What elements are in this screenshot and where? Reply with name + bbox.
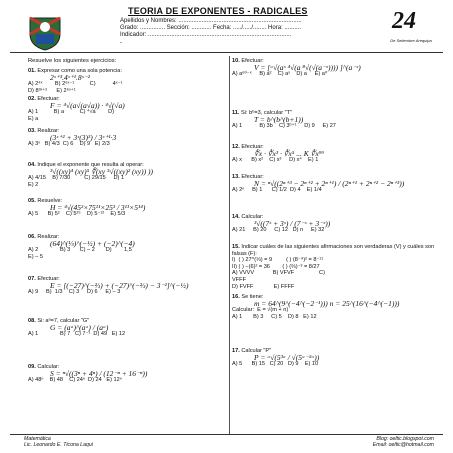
- footer: [24, 436, 434, 448]
- exercise-text: Efectuar:: [241, 144, 264, 150]
- exercise-item: [28, 96, 240, 122]
- answer-options: A) 1 B) a C) ⁴√a D): [28, 109, 114, 116]
- answer-options: E) – 5: [28, 253, 43, 260]
- answer-options: A) 5 B) 15 C) 20 D) 9 E) 10: [232, 361, 319, 368]
- exercise-item: [232, 294, 444, 320]
- exercise-text: Si: aᵃ=7, calcular "G": [37, 318, 90, 324]
- exercise-number: 02.: [28, 96, 36, 102]
- exercise-number: 14.: [232, 214, 240, 220]
- answer-options: Calcular: E = √(m + n): [232, 307, 289, 314]
- exercise-formula: ³√((xy)⁴ (xy)⁵ ∜(xy ⁵√((xy)² (xy)) )): [50, 166, 153, 176]
- logo-text: De Setiembre Arequipa: [390, 38, 432, 43]
- exercise-item: [28, 364, 240, 384]
- answer-options: VFFF: [232, 276, 246, 283]
- exercise-text: Resuelve:: [37, 198, 63, 204]
- exercise-text: Si: bᵇ=3, calcular "T": [241, 110, 293, 116]
- exercise-number: 10.: [232, 58, 240, 64]
- indicator-field: Indicador: ......................................................................................: [120, 32, 292, 39]
- exercise-item: [232, 214, 444, 234]
- exercise-item: [232, 144, 444, 164]
- answer-options: A) 1 B) 3 C) 5 D) 8 E) 12: [232, 313, 317, 320]
- exercise-formula: N = ⁿ√((2ⁿ⁺³ − 2ⁿ⁺² + 2ⁿ⁺¹) / (2ⁿ⁺¹ + 2ⁿ⁺² − 2ⁿ⁺³)): [254, 178, 405, 188]
- exercise-number: 12.: [232, 144, 240, 150]
- exercise-text: Calcular "P": [241, 348, 272, 354]
- exercise-number: 03.: [28, 128, 36, 134]
- exercise-formula: G = (aᵃ)^(aᵃ) / (aᵃ): [50, 322, 109, 332]
- exercise-text: Calcular:: [241, 214, 264, 220]
- exercise-item: [28, 318, 240, 338]
- exercise-formula: E = [(−27)^(−⅔) + (−27)^(−⅔) − 3⁻²]^(−½): [50, 280, 189, 290]
- answer-options: A) 5 B) 5² C) 5²⁵ D) 5⁻¹² E) 5/3: [28, 211, 126, 218]
- exercise-item: [232, 348, 444, 368]
- exercise-number: 15.: [232, 244, 240, 250]
- exercise-number: 11.: [232, 110, 240, 116]
- exercise-item: [232, 110, 444, 130]
- answer-options: A) 48ⁿ B) 48 C) 24ⁿ D) 24 E) 12ⁿ: [28, 377, 122, 384]
- exercise-item: [28, 198, 240, 218]
- header-divider: [10, 52, 443, 53]
- exercise-statement: [232, 244, 444, 257]
- exercise-text: Se tiene:: [241, 294, 264, 300]
- exercise-number: 13.: [232, 174, 240, 180]
- exercise-text: Realizar:: [37, 128, 60, 134]
- school-crest-icon: [26, 14, 64, 52]
- header: [8, 4, 445, 50]
- exercise-formula: F = ⁴√(a√(a√a)) · ⁴√(√a): [50, 100, 125, 110]
- exercise-text: Realizar:: [37, 234, 60, 240]
- exercise-item: [28, 128, 240, 148]
- answer-options: A) 1 B) 7 C) 7⁻¹ D) 49 E) 12: [28, 331, 126, 338]
- exercise-number: 04.: [28, 162, 36, 168]
- exercise-number: 17.: [232, 348, 240, 354]
- exercise-formula: ∜x · ∜x³ · ∜x⁵ ... K ∜x⁹⁹: [254, 148, 325, 158]
- exercise-text: Indicar cuáles de las siguientes afirmaciones son verdaderas (V) y cuáles son falsas (F):: [232, 244, 435, 257]
- exercise-text: Efectuar:: [37, 96, 60, 102]
- answer-options: A) 21 B) 20 C) 12 D) n E) 32: [232, 227, 325, 234]
- exercise-formula: ³√((7ˣ + 3ˣ) / (7⁻ˣ + 3⁻ˣ)): [254, 218, 331, 228]
- exercise-item: [232, 244, 444, 290]
- exercise-number: 09.: [28, 364, 36, 370]
- answer-options: A) 1 B) 3b C) 3ᵇ⁺¹ D) 9 E) 27: [232, 123, 336, 130]
- exercise-number: 08.: [28, 318, 36, 324]
- answer-options: E) a: [28, 115, 39, 122]
- exercise-number: 16.: [232, 294, 240, 300]
- exercise-text: Calcular:: [37, 364, 60, 370]
- intro-text: Resuelve los siguientes ejercicios:: [28, 58, 117, 64]
- exercise-formula: 2ˣ⁺³.4ˣ⁺¹.8ˣ⁻²: [50, 72, 90, 82]
- exercise-formula: S = ⁿ√((3ⁿ + 4ⁿ) / (12⁻ⁿ + 16⁻ⁿ)): [50, 368, 148, 378]
- answer-options: A) 2ⁿ B) 1 C) 1/2 D) 4 E) 1/4: [232, 187, 322, 194]
- exercise-formula: H = ⁴√(45²×75¹¹×25³ / 3¹¹×5¹⁴): [50, 202, 146, 212]
- answer-options: A) 4/15 B) 7/30 C) 29/15 D) 1: [28, 175, 125, 182]
- exercise-item: [232, 58, 444, 78]
- exercise-number: 06.: [28, 234, 36, 240]
- answer-options: II) ( ) −(6)² = 36 ( ) (⅔)⁻³ = 8/27: [232, 263, 320, 270]
- student-info-fields: [120, 18, 370, 47]
- exercise-item: [232, 174, 444, 194]
- footer-contact: [373, 436, 434, 448]
- footer-subject: Matemática: [24, 436, 51, 442]
- exercise-number: 01.: [28, 68, 36, 74]
- answer-options: A) 2 B) 3 C) – 2 D) 1,5: [28, 247, 132, 254]
- exercise-number: 05.: [28, 198, 36, 204]
- exercise-item: [28, 68, 240, 94]
- exercise-number: 07.: [28, 276, 36, 282]
- exercise-text: Efectuar:: [241, 174, 264, 180]
- answer-options: A) x B) x² C) x³ D) x⁴ E) 1: [232, 157, 319, 164]
- exercise-formula: (3ˣ⁺² + 3ˣ(3)³) / 3ˣ⁺¹·3: [50, 132, 117, 142]
- exercise-text: Efectuar:: [241, 58, 264, 64]
- exercise-formula: T = b^(b^(b+1)): [254, 114, 304, 124]
- extra-field: -: [120, 39, 122, 46]
- logo-number: 24: [392, 8, 416, 34]
- exercise-formula: (64)^(⅓)^(−½) + (−2)^(−4): [50, 238, 135, 248]
- answer-options: A) VVVV B) VFVF C): [232, 270, 325, 277]
- footer-email: Email: oeltic@hotmail.com: [372, 442, 434, 449]
- answer-options: E) 2: [28, 181, 39, 188]
- name-field: Apellidos y Nombres: ..........................................................................: [120, 18, 302, 24]
- exercise-text: Efectuar:: [37, 276, 60, 282]
- footer-divider: [10, 434, 443, 435]
- exercise-item: [28, 234, 240, 260]
- exercise-item: [28, 162, 240, 188]
- school-logo: [378, 10, 438, 50]
- answer-options: I) ( ) 27^(⅓) = 9 ( ) (8⁻⁹)² = 8⁻¹¹: [232, 257, 324, 264]
- answer-options: D) 8³ˣ⁺² E) 2⁶ˣ⁺¹: [28, 87, 76, 94]
- exercise-text: Expresar como una sola potencia:: [37, 68, 122, 74]
- answer-options: D) FVFF E) FFFF: [232, 283, 295, 290]
- answer-options: A) a⁶⁰⁻ˣ B) a² C) aˣ D) a E) a⁰: [232, 71, 328, 78]
- exercise-item: [28, 276, 240, 296]
- footer-author: Lic. Leonardo E. Ticona Laqui: [24, 442, 93, 449]
- exercise-formula: m = 64^(9^(−4^(−2⁻¹))) n = 25^(16^(−4^(−1))): [254, 298, 400, 308]
- answer-options: A) 3ˣ B) 4/3 C) 6 D) 9 E) 2/3: [28, 141, 110, 148]
- footer-blog: Blog: oeltic.blogspot.com: [376, 436, 434, 442]
- exercise-formula: V = [ᵃ√(aˣ ⁴√(a ⁸√(√(a⁻ˣ)))) ]^(a⁻ˣ): [254, 62, 361, 72]
- grade-field: Grado: ............... Sección: ............ Fecha: ...../...../........ Hora: ..........: [120, 25, 302, 32]
- page-title: TEORIA DE EXPONENTES - RADICALES: [128, 6, 308, 16]
- exercise-formula: P = ᵃ√(5³ᵃ / √(5ᵃ⁻²ᵃ)): [254, 352, 320, 362]
- exercise-text: Indique el exponente que resulta al operar:: [37, 162, 144, 168]
- answer-options: A) 2⁴ˣ B) 2⁶ˣ⁻¹ C) 4ˣ⁻¹: [28, 81, 123, 88]
- column-divider: [229, 56, 230, 434]
- answer-options: A) 9 B) 1/3 C) 3 D) 6 E) – 3: [28, 289, 121, 296]
